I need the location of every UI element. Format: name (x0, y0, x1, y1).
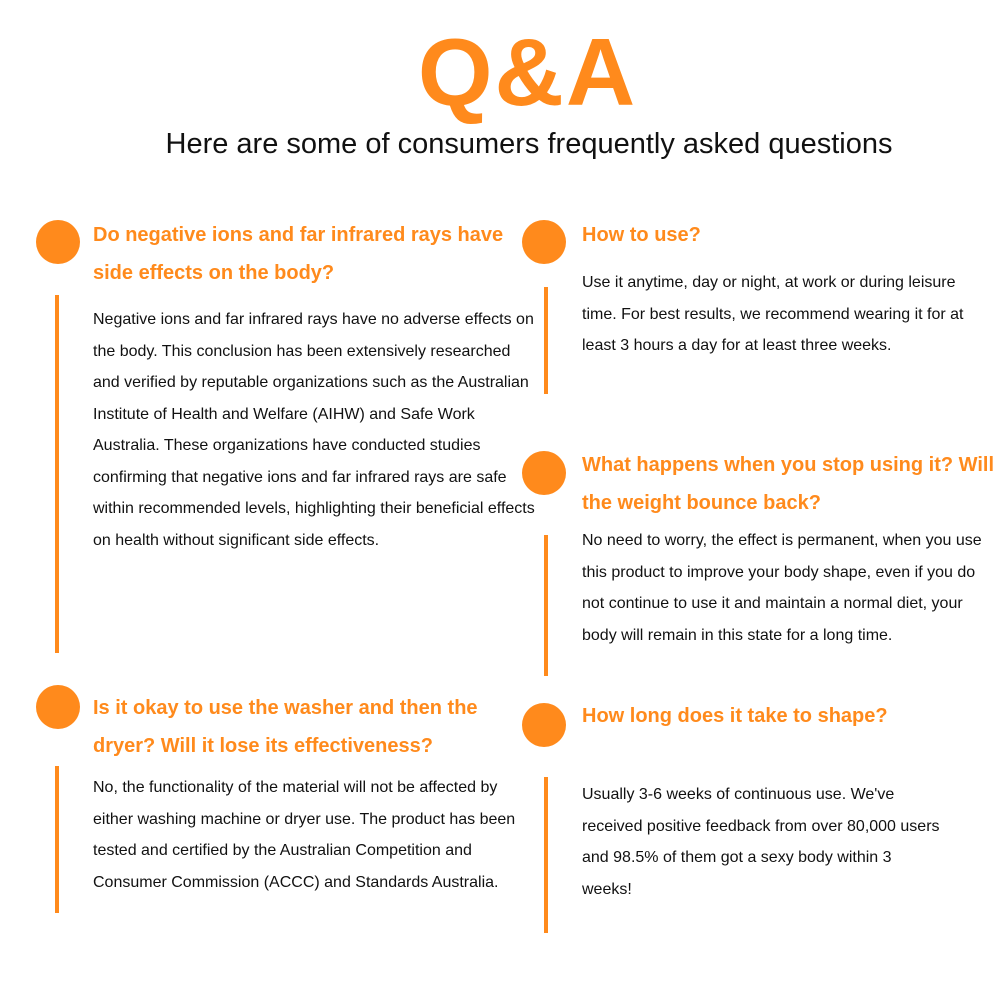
accent-bar (544, 287, 548, 394)
bullet-dot (522, 703, 566, 747)
bullet-dot (36, 685, 80, 729)
faq-question: What happens when you stop using it? Will the weight bounce back? (582, 454, 995, 514)
faq-answer: Negative ions and far infrared rays have no adverse effects on the body. This conclusion has been extensively researched and verified by reputable organizations such as the Australian Institute of Health and Welfare (AIHW) and Safe Work Australia. These organizations have conducted studies confirming that negative ions and far infrared rays are safe within recommended levels, highlighting their beneficial effects on health without significant side effects. (93, 311, 535, 549)
page-title: Q&A (417, 19, 638, 126)
accent-bar (544, 535, 548, 676)
faq-question: How to use? (582, 224, 701, 246)
bullet-dot (522, 451, 566, 495)
faq-answer: Use it anytime, day or night, at work or during leisure time. For best results, we recommend wearing it for at least 3 hours a day for at least three weeks. (582, 274, 964, 354)
faq-answer: No need to worry, the effect is permanent, when you use this product to improve your body shape, even if you do not continue to use it and maintain a normal diet, your body will remain in this state for a long time. (582, 532, 982, 644)
page-subtitle: Here are some of consumers frequently asked questions (165, 128, 893, 160)
faq-answer: No, the functionality of the material will not be affected by either washing machine or dryer use. The product has been tested and certified by the Australian Competition and Consumer Commission (ACCC) and Standards Australia. (93, 779, 516, 891)
faq-answer: Usually 3-6 weeks of continuous use. We've received positive feedback from over 80,000 users and 98.5% of them got a sexy body within 3 weeks! (582, 786, 940, 898)
faq-question: Is it okay to use the washer and then the dryer? Will it lose its effectiveness? (93, 697, 478, 757)
accent-bar (55, 766, 59, 913)
bullet-dot (522, 220, 566, 264)
faq-question: Do negative ions and far infrared rays have side effects on the body? (93, 224, 504, 284)
faq-question: How long does it take to shape? (582, 705, 888, 727)
accent-bar (544, 777, 548, 933)
bullet-dot (36, 220, 80, 264)
accent-bar (55, 295, 59, 653)
